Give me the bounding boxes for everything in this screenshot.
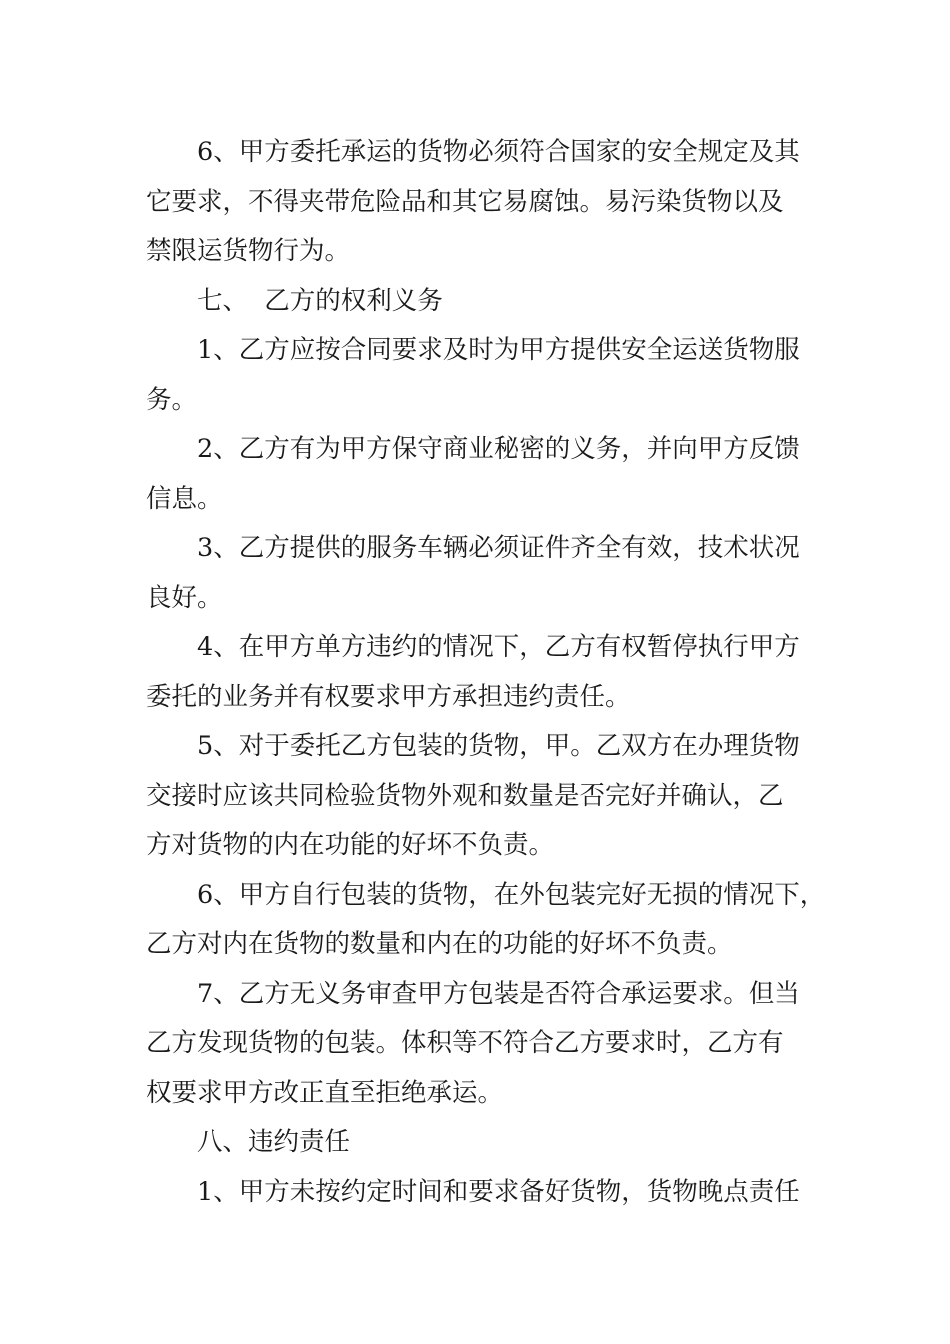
text-line: 3、乙方提供的服务车辆必须证件齐全有效，技术状况 <box>197 533 800 563</box>
text-line: 委托的业务并有权要求甲方承担违约责任。 <box>146 681 631 712</box>
paragraph-item-1-liability <box>146 1168 822 1218</box>
text-line: 5、对于委托乙方包装的货物，甲。乙双方在办理货物 <box>197 731 800 761</box>
paragraph-item-6-cargo-safety <box>146 128 822 277</box>
text-line: 它要求，不得夹带危险品和其它易腐蚀。易污染货物以及 <box>146 186 784 217</box>
text-line: 1、乙方应按合同要求及时为甲方提供安全运送货物服 <box>197 335 800 365</box>
section-heading-eight: 八、违约责任 <box>197 1127 351 1157</box>
document-body <box>146 128 826 1217</box>
paragraph-item-2-confidentiality <box>146 425 822 524</box>
text-line: 交接时应该共同检验货物外观和数量是否完好并确认，乙 <box>146 780 784 811</box>
text-line: 7、乙方无义务审查甲方包装是否符合承运要求。但当 <box>197 978 800 1009</box>
paragraph-item-5-packaging <box>146 722 822 871</box>
text-line: 6、甲方自行包装的货物，在外包装完好无损的情况下， <box>197 879 826 910</box>
text-line: 务。 <box>146 384 198 415</box>
text-line: 1、甲方未按约定时间和要求备好货物，货物晚点责任 <box>197 1176 800 1207</box>
text-line: 乙方发现货物的包装。体积等不符合乙方要求时，乙方有 <box>146 1028 784 1058</box>
text-line: 方对货物的内在功能的好坏不负责。 <box>146 830 555 860</box>
text-line: 2、乙方有为甲方保守商业秘密的义务，并向甲方反馈 <box>197 434 800 464</box>
section-heading-seven: 七、 乙方的权利义务 <box>197 285 443 316</box>
paragraph-item-3-vehicles <box>146 524 822 623</box>
text-line: 信息。 <box>146 483 223 514</box>
paragraph-item-4-breach <box>146 623 822 722</box>
paragraph-item-1-transport-service <box>146 326 822 425</box>
paragraph-item-6-self-packaging <box>146 871 826 970</box>
text-line: 乙方对内在货物的数量和内在的功能的好坏不负责。 <box>146 929 733 959</box>
text-line: 权要求甲方改正直至拒绝承运。 <box>146 1077 504 1108</box>
text-line: 良好。 <box>146 582 223 613</box>
text-line: 禁限运货物行为。 <box>146 236 351 266</box>
paragraph-item-7-inspection <box>146 970 822 1119</box>
text-line: 6、甲方委托承运的货物必须符合国家的安全规定及其 <box>197 137 800 167</box>
text-line: 4、在甲方单方违约的情况下，乙方有权暂停执行甲方 <box>197 632 800 662</box>
